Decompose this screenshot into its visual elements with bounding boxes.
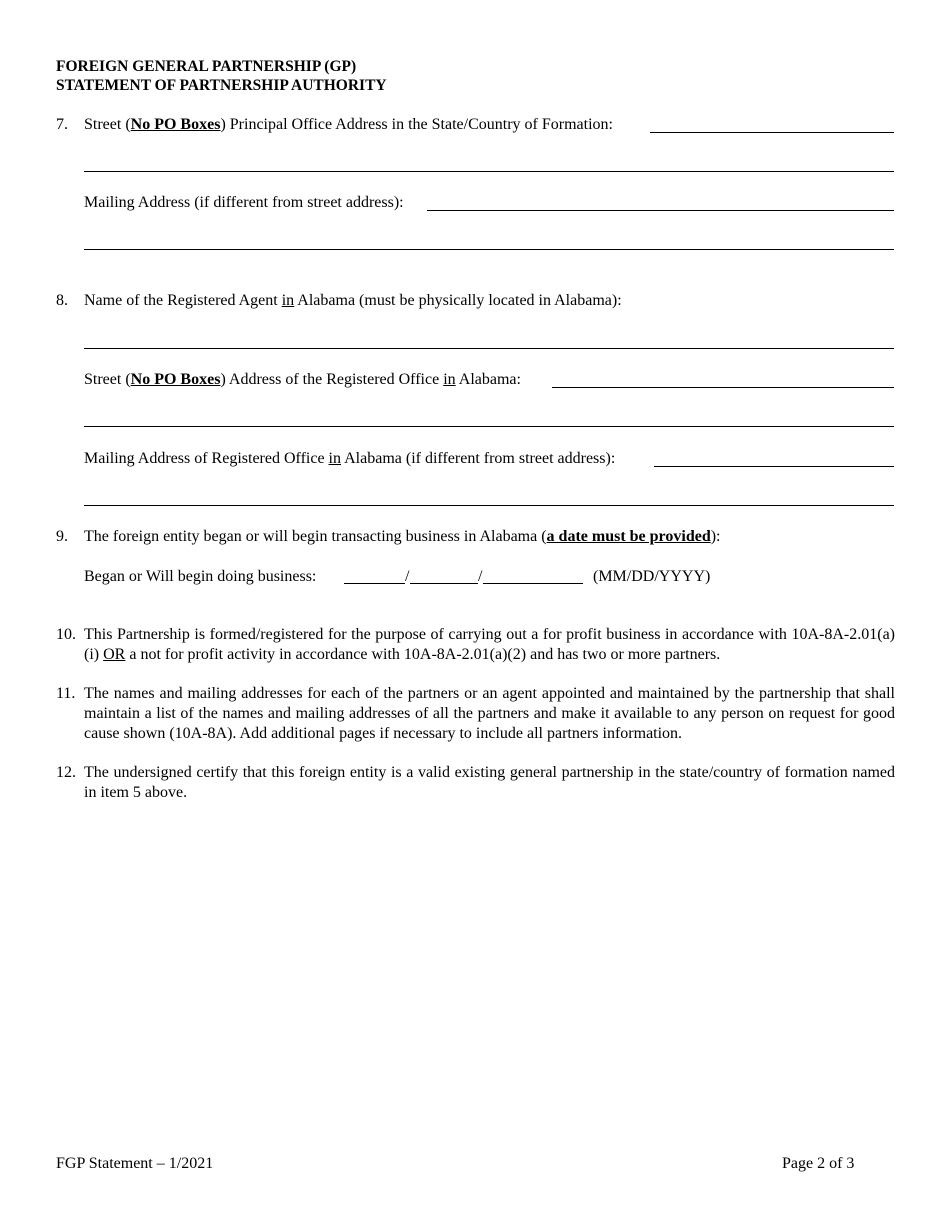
registered-office-mailing-field[interactable] — [654, 466, 894, 467]
item-9-number: 9. — [56, 528, 68, 545]
began-business-label: Began or Will begin doing business: — [84, 568, 317, 585]
item-12-text: The undersigned certify that this foreign entity is a valid existing general partnership in the state/country of formation named in item 5 above. — [84, 764, 895, 801]
page-number: Page 2 of 3 — [782, 1155, 855, 1172]
form-version: FGP Statement – 1/2021 — [56, 1155, 214, 1172]
principal-office-street-field[interactable] — [650, 132, 894, 133]
no-po-boxes-note: No PO Boxes — [130, 116, 221, 133]
principal-office-mailing-field[interactable] — [427, 210, 894, 211]
registered-office-mailing-field-line2[interactable] — [84, 505, 894, 506]
registered-office-street-field[interactable] — [552, 387, 894, 388]
item-11-number: 11. — [56, 685, 76, 702]
date-month-field[interactable] — [344, 583, 405, 584]
item-8-number: 8. — [56, 292, 68, 309]
item-7-mailing-label: Mailing Address (if different from street address): — [84, 194, 404, 211]
item-7-street-label: Street (No PO Boxes) Principal Office Address in the State/Country of Formation: — [84, 116, 613, 133]
item-11-text: The names and mailing addresses for each of the partners or an agent appointed and maintained by the partnership that shall maintain a list of the names and mailing addresses of all the partners and make it available to any person on request for good cause shown (10A-8A). Add additional pages if necessary to include all partners information. — [84, 685, 895, 742]
principal-office-street-field-line2[interactable] — [84, 171, 894, 172]
principal-office-mailing-field-line2[interactable] — [84, 249, 894, 250]
item-10-number: 10. — [56, 626, 76, 643]
item-8-agent-label: Name of the Registered Agent in Alabama (must be physically located in Alabama): — [84, 292, 622, 309]
date-separator: / — [478, 568, 483, 585]
registered-office-street-field-line2[interactable] — [84, 426, 894, 427]
item-7-number: 7. — [56, 116, 68, 133]
form-subtitle: STATEMENT OF PARTNERSHIP AUTHORITY — [56, 77, 387, 94]
item-9-text: The foreign entity began or will begin transacting business in Alabama (a date must be provided): — [84, 528, 721, 545]
item-8-street-label: Street (No PO Boxes) Address of the Registered Office in Alabama: — [84, 371, 521, 388]
form-title: FOREIGN GENERAL PARTNERSHIP (GP) — [56, 58, 357, 75]
date-year-field[interactable] — [483, 583, 583, 584]
item-8-mailing-label: Mailing Address of Registered Office in Alabama (if different from street address): — [84, 450, 616, 467]
registered-agent-name-field[interactable] — [84, 348, 894, 349]
item-10-text: This Partnership is formed/registered for the purpose of carrying out a for profit business in accordance with 10A-8A-2.01(a)(i) OR a not for profit activity in accordance with 10A-8A-2.01(a)(2) and has two or more partners. — [84, 626, 895, 663]
date-format-hint: (MM/DD/YYYY) — [593, 568, 711, 585]
item-12-number: 12. — [56, 764, 76, 781]
date-required-note: a date must be provided — [546, 528, 711, 545]
date-separator: / — [405, 568, 410, 585]
date-day-field[interactable] — [410, 583, 478, 584]
